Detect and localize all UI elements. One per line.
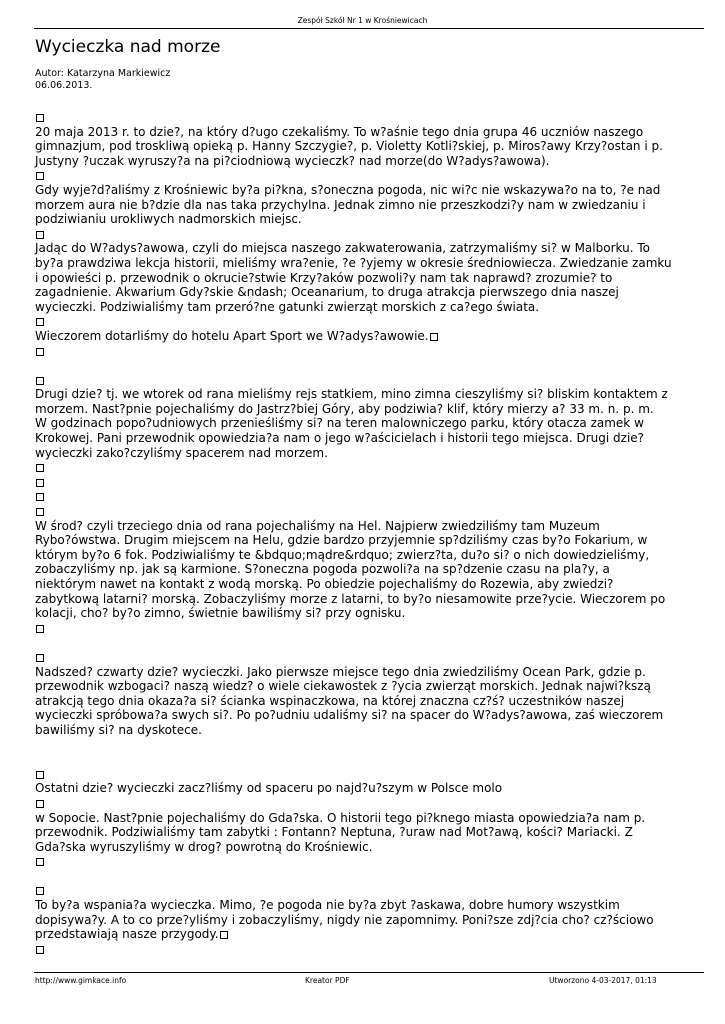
body-text: Drugi dzie? tj. we wtorek od rana mieliśmy rejs statkiem, mino zimna cieszyliśmy si? bliskim kontaktem z (35, 387, 668, 402)
body-line (35, 883, 701, 898)
body-line (35, 592, 701, 607)
body-text: wycieczki. Podziwialiśmy tam przeró?ne gatunki zwierząt morskich z ca?ego świata. (35, 299, 540, 314)
body-text: W środ? czyli trzeciego dnia od rana pojechaliśmy na Hel. Najpierw zwiedziliśmy tam Muzeum (35, 518, 600, 533)
body-line (35, 198, 701, 213)
body-text: Wieczorem dotarliśmy do hotelu Apart Sport we W?adys?awowie. (35, 328, 429, 343)
body-text: bawiliśmy si? na dyskotece. (35, 722, 202, 737)
missing-glyph-box (36, 654, 44, 662)
body-line (35, 314, 701, 329)
body-line (35, 825, 701, 840)
body-text: gimnazjum, pod troskliwą opieką p. Hanny Szczygie?, p. Violetty Kotli?skiej, p. Miros?awy Krzy?ostan i p. (35, 139, 663, 154)
body-line (35, 285, 701, 300)
body-line (35, 811, 701, 826)
body-text: Gdy wyje?d?aliśmy z Krośniewic by?a pi?kna, s?oneczna pogoda, nic wi?c nie wskazywa?o na to, ?e nad (35, 182, 661, 197)
missing-glyph-box (36, 625, 44, 633)
body-line (35, 431, 701, 446)
body-line (35, 942, 701, 957)
missing-glyph-box (36, 479, 44, 487)
body-line (35, 679, 701, 694)
body-line (35, 913, 701, 928)
body-line (35, 271, 701, 286)
body-text: Justyny ?uczak wyruszy?a na pi?ciodniową wycieczk? nad morze(do W?adys?awowa). (35, 153, 550, 168)
body-line (35, 183, 701, 198)
body-line (35, 358, 701, 373)
body-line (35, 606, 701, 621)
body-line (35, 489, 701, 504)
article-body (35, 110, 701, 956)
body-text: wycieczki zako?czyliśmy spacerem nad morzem. (35, 445, 328, 460)
body-text: przewodnik. Podziwialiśmy tam zabytki : Fontann? Neptuna, ?uraw nad Mot?awą, kości? Mariacki. Z (35, 825, 633, 840)
missing-glyph-box (36, 464, 44, 472)
body-text: Krokowej. Pani przewodnik opowiedzia?a nam o jego w?aścicielach i historii tego miejsca. Drugi dzie? (35, 431, 645, 446)
body-line (35, 752, 701, 767)
body-line (35, 256, 701, 271)
body-text: morzem. Nast?pnie pojechaliśmy do Jastrz?biej Góry, aby podziwia? klif, który mierzy a? 33 m. n. p. m. (35, 401, 654, 416)
body-line (35, 767, 701, 782)
body-line (35, 460, 701, 475)
missing-glyph-box (36, 377, 44, 385)
body-text: Ostatni dzie? wycieczki zacz?liśmy od spaceru po najd?u?szym w Polsce molo (35, 781, 503, 796)
body-line (35, 665, 701, 680)
missing-glyph-box (36, 348, 44, 356)
body-text: zagadnienie. Akwarium Gdy?skie &ndash; Oceanarium, to druga atrakcja pierwszego dnia naszej (35, 285, 619, 300)
body-line (35, 577, 701, 592)
body-text: zabytkową latarni? morską. Zobaczyliśmy morze z latarni, to by?o niesamowite prze?ycie. Wieczorem po (35, 591, 666, 606)
body-line (35, 329, 701, 344)
footer-generator: Kreator PDF (305, 976, 350, 985)
body-line (35, 110, 701, 125)
body-line (35, 840, 701, 855)
body-line (35, 898, 701, 913)
body-text: dopisywa?y. A to co prze?yliśmy i zobaczyliśmy, nigdy nie zapomnimy. Poni?sze zdj?cia cho? cz?ściowo (35, 912, 654, 927)
footer-url[interactable]: http://www.gimkace.info (35, 976, 127, 985)
body-line (35, 344, 701, 359)
missing-glyph-box (36, 493, 44, 501)
missing-glyph-box (220, 931, 228, 939)
article-date: 06.06.2013. (35, 80, 93, 91)
body-text: którym by?o 6 fok. Podziwialiśmy te &bdquo;mądre&rdquo; zwierz?ta, du?o si? o nich dowiedzieliśmy, (35, 547, 650, 562)
body-text: Rybo?ówstwa. Drugim miejscem na Helu, gdzie bardzo przyjemnie sp?dziliśmy czas by?o Fokarium, w (35, 533, 648, 548)
body-text: wycieczki spróbowa?a swych si?. Po po?udniu udaliśmy si? na spacer do W?adys?awowa, zaś wieczorem (35, 708, 664, 723)
missing-glyph-box (36, 946, 44, 954)
body-line (35, 373, 701, 388)
body-line (35, 533, 701, 548)
body-line (35, 650, 701, 665)
missing-glyph-box (36, 508, 44, 516)
body-text: morzem aura nie b?dzie dla nas taka przychylna. Jednak zimno nie przeszkodzi?y nam w zwiedzaniu i (35, 197, 646, 212)
missing-glyph-box (36, 771, 44, 779)
missing-glyph-box (36, 231, 44, 239)
body-text: 20 maja 2013 r. to dzie?, na który d?ugo czekaliśmy. To w?aśnie tego dnia grupa 46 uczniów naszego (35, 124, 644, 139)
body-line (35, 927, 701, 942)
body-line (35, 635, 701, 650)
body-line (35, 168, 701, 183)
body-text: niektórym nawet na kontakt z wodą morską. Po obiedzie pojechaliśmy do Rozewia, aby zwiedzi? (35, 577, 614, 591)
article-title: Wycieczka nad morze (35, 37, 221, 57)
body-line (35, 212, 701, 227)
body-text: w Sopocie. Nast?pnie pojechaliśmy do Gda?ska. O historii tego pi?knego miasta opowiedzia?a nam p. (35, 810, 646, 825)
body-text: przewodnik wzbogaci? naszą wiedz? o wiele ciekawostek z ?ycia zwierząt morskich. Jednak najwi?kszą (35, 679, 651, 694)
missing-glyph-box (36, 318, 44, 326)
body-text: przedstawiają nasze przygody. (35, 927, 219, 942)
body-line (35, 402, 701, 417)
body-line (35, 519, 701, 534)
missing-glyph-box (36, 114, 44, 122)
body-text: To by?a wspania?a wycieczka. Mimo, ?e pogoda nie by?a zbyt ?askawa, dobre humory wszystkim (35, 898, 620, 913)
body-line (35, 475, 701, 490)
body-line (35, 854, 701, 869)
body-line (35, 300, 701, 315)
missing-glyph-box (36, 887, 44, 895)
body-text: W godzinach popo?udniowych przenieśliśmy si? na teren malowniczego parku, który otacza zamek w (35, 416, 644, 431)
body-line (35, 125, 701, 140)
body-line (35, 796, 701, 811)
body-line (35, 562, 701, 577)
body-text: kolacji, cho? by?o zimno, świetnie bawiliśmy si? przy ognisku. (35, 606, 406, 621)
body-line (35, 227, 701, 242)
body-line (35, 869, 701, 884)
missing-glyph-box (36, 800, 44, 808)
body-text: podziwianiu urokliwych nadmorskich miejsc. (35, 212, 302, 227)
body-text: Nadszed? czwarty dzie? wycieczki. Jako pierwsze miejsce tego dnia zwiedziliśmy Ocean Park, gdzie p. (35, 664, 646, 679)
body-line (35, 154, 701, 169)
body-line (35, 241, 701, 256)
article-meta (35, 68, 170, 92)
body-line (35, 781, 701, 796)
author-line: Autor: Katarzyna Markiewicz (35, 68, 171, 79)
body-text: i opowieści p. przewodnik o okrucie?stwie Krzy?aków pozwoli?y nam tak naprawd? zrozumie? to (35, 270, 613, 285)
missing-glyph-box (36, 858, 44, 866)
footer-rule (34, 972, 704, 973)
missing-glyph-box (430, 333, 438, 341)
body-text: Gda?ska wyruszyliśmy w drog? powrotną do Krośniewic. (35, 839, 373, 854)
body-line (35, 416, 701, 431)
body-text: Jadąc do W?adys?awowa, czyli do miejsca naszego zakwaterowania, zatrzymaliśmy si? w Malborku. To (35, 241, 650, 256)
body-line (35, 446, 701, 461)
body-text: zobaczyliśmy np. jak są karmione. S?oneczna pogoda pozwoli?a na sp?dzenie czasu na pla?y, a (35, 562, 610, 577)
body-line (35, 694, 701, 709)
missing-glyph-box (36, 172, 44, 180)
body-line (35, 708, 701, 723)
header-rule (34, 28, 704, 29)
body-line (35, 139, 701, 154)
page-header: Zespół Szkół Nr 1 w Krośniewicach (297, 16, 428, 25)
body-line (35, 621, 701, 636)
body-line (35, 548, 701, 563)
body-line (35, 723, 701, 738)
footer-created: Utworzono 4-03-2017, 01:13 (549, 976, 657, 985)
body-text: atrakcją tego dnia okaza?a si? ścianka wspinaczkowa, na której znaczna cz?ś? uczestników naszej (35, 693, 625, 708)
body-text: by?a prawdziwa lekcja historii, mieliśmy wra?enie, ?e ?yjemy w okresie średniowiecza. Zwiedzanie zamku (35, 255, 672, 270)
body-line (35, 738, 701, 753)
body-line (35, 504, 701, 519)
body-line (35, 387, 701, 402)
